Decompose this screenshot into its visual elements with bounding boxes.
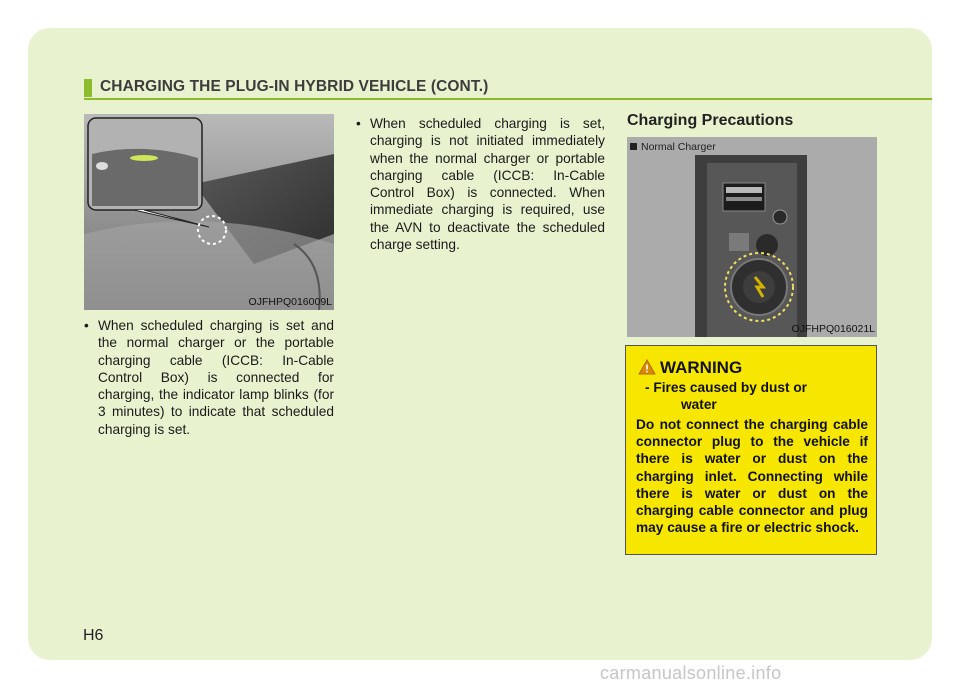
caption-text: Normal Charger bbox=[641, 141, 716, 153]
warning-title: WARNING bbox=[660, 358, 743, 377]
warning-triangle-icon bbox=[638, 359, 656, 375]
car-hood-figure bbox=[84, 114, 334, 310]
warning-body: Do not connect the charging cable connector plug to the vehicle if there is water or dust on the charging inlet. Connecting while there is water or dust on the charging cable connector and plug may cause a fire or electric shock. bbox=[636, 417, 868, 536]
warning-subtitle-line1: - Fires caused by dust or bbox=[645, 380, 808, 395]
warning-subtitle bbox=[644, 379, 864, 413]
charging-precautions-heading: Charging Precautions bbox=[627, 112, 794, 129]
caption-square-icon bbox=[630, 143, 637, 150]
charger-figure bbox=[627, 137, 877, 337]
charger-illustration bbox=[627, 137, 877, 337]
page-number: H6 bbox=[83, 627, 104, 644]
figure-code-charger: OJFHPQ016021L bbox=[791, 323, 875, 335]
bullet-dot: • bbox=[356, 116, 361, 131]
left-column-text bbox=[84, 317, 334, 438]
bullet-text: When scheduled charging is set and the normal charger or the portable charging cable (ICCB: In-Cable Control Box) is connected for charging, the indicator lamp blinks (for 3 minutes) to indicate that scheduled charging is set. bbox=[98, 318, 334, 437]
bullet-dot: • bbox=[84, 318, 89, 333]
bullet-text: When scheduled charging is set, charging is not initiated immediately when the normal charger or portable charging cable (ICCB: In-Cable Control Box) is connected. When immediate charging is required, use the AVN to deactivate the scheduled charge setting. bbox=[370, 116, 605, 253]
section-header bbox=[84, 77, 932, 99]
warning-subtitle-line2: water bbox=[681, 397, 717, 412]
car-hood-illustration bbox=[84, 114, 334, 310]
watermark: carmanualsonline.info bbox=[600, 663, 782, 683]
middle-column-text bbox=[356, 115, 605, 253]
figure-caption bbox=[630, 141, 716, 153]
warning-box bbox=[625, 345, 877, 555]
bullet-item bbox=[84, 317, 334, 438]
section-divider bbox=[84, 98, 932, 100]
figure-code-car: OJFHPQ016009L bbox=[248, 296, 332, 308]
section-accent-bar bbox=[84, 79, 92, 97]
section-title: CHARGING THE PLUG-IN HYBRID VEHICLE (CONT.) bbox=[100, 78, 489, 95]
bullet-item bbox=[356, 115, 605, 253]
